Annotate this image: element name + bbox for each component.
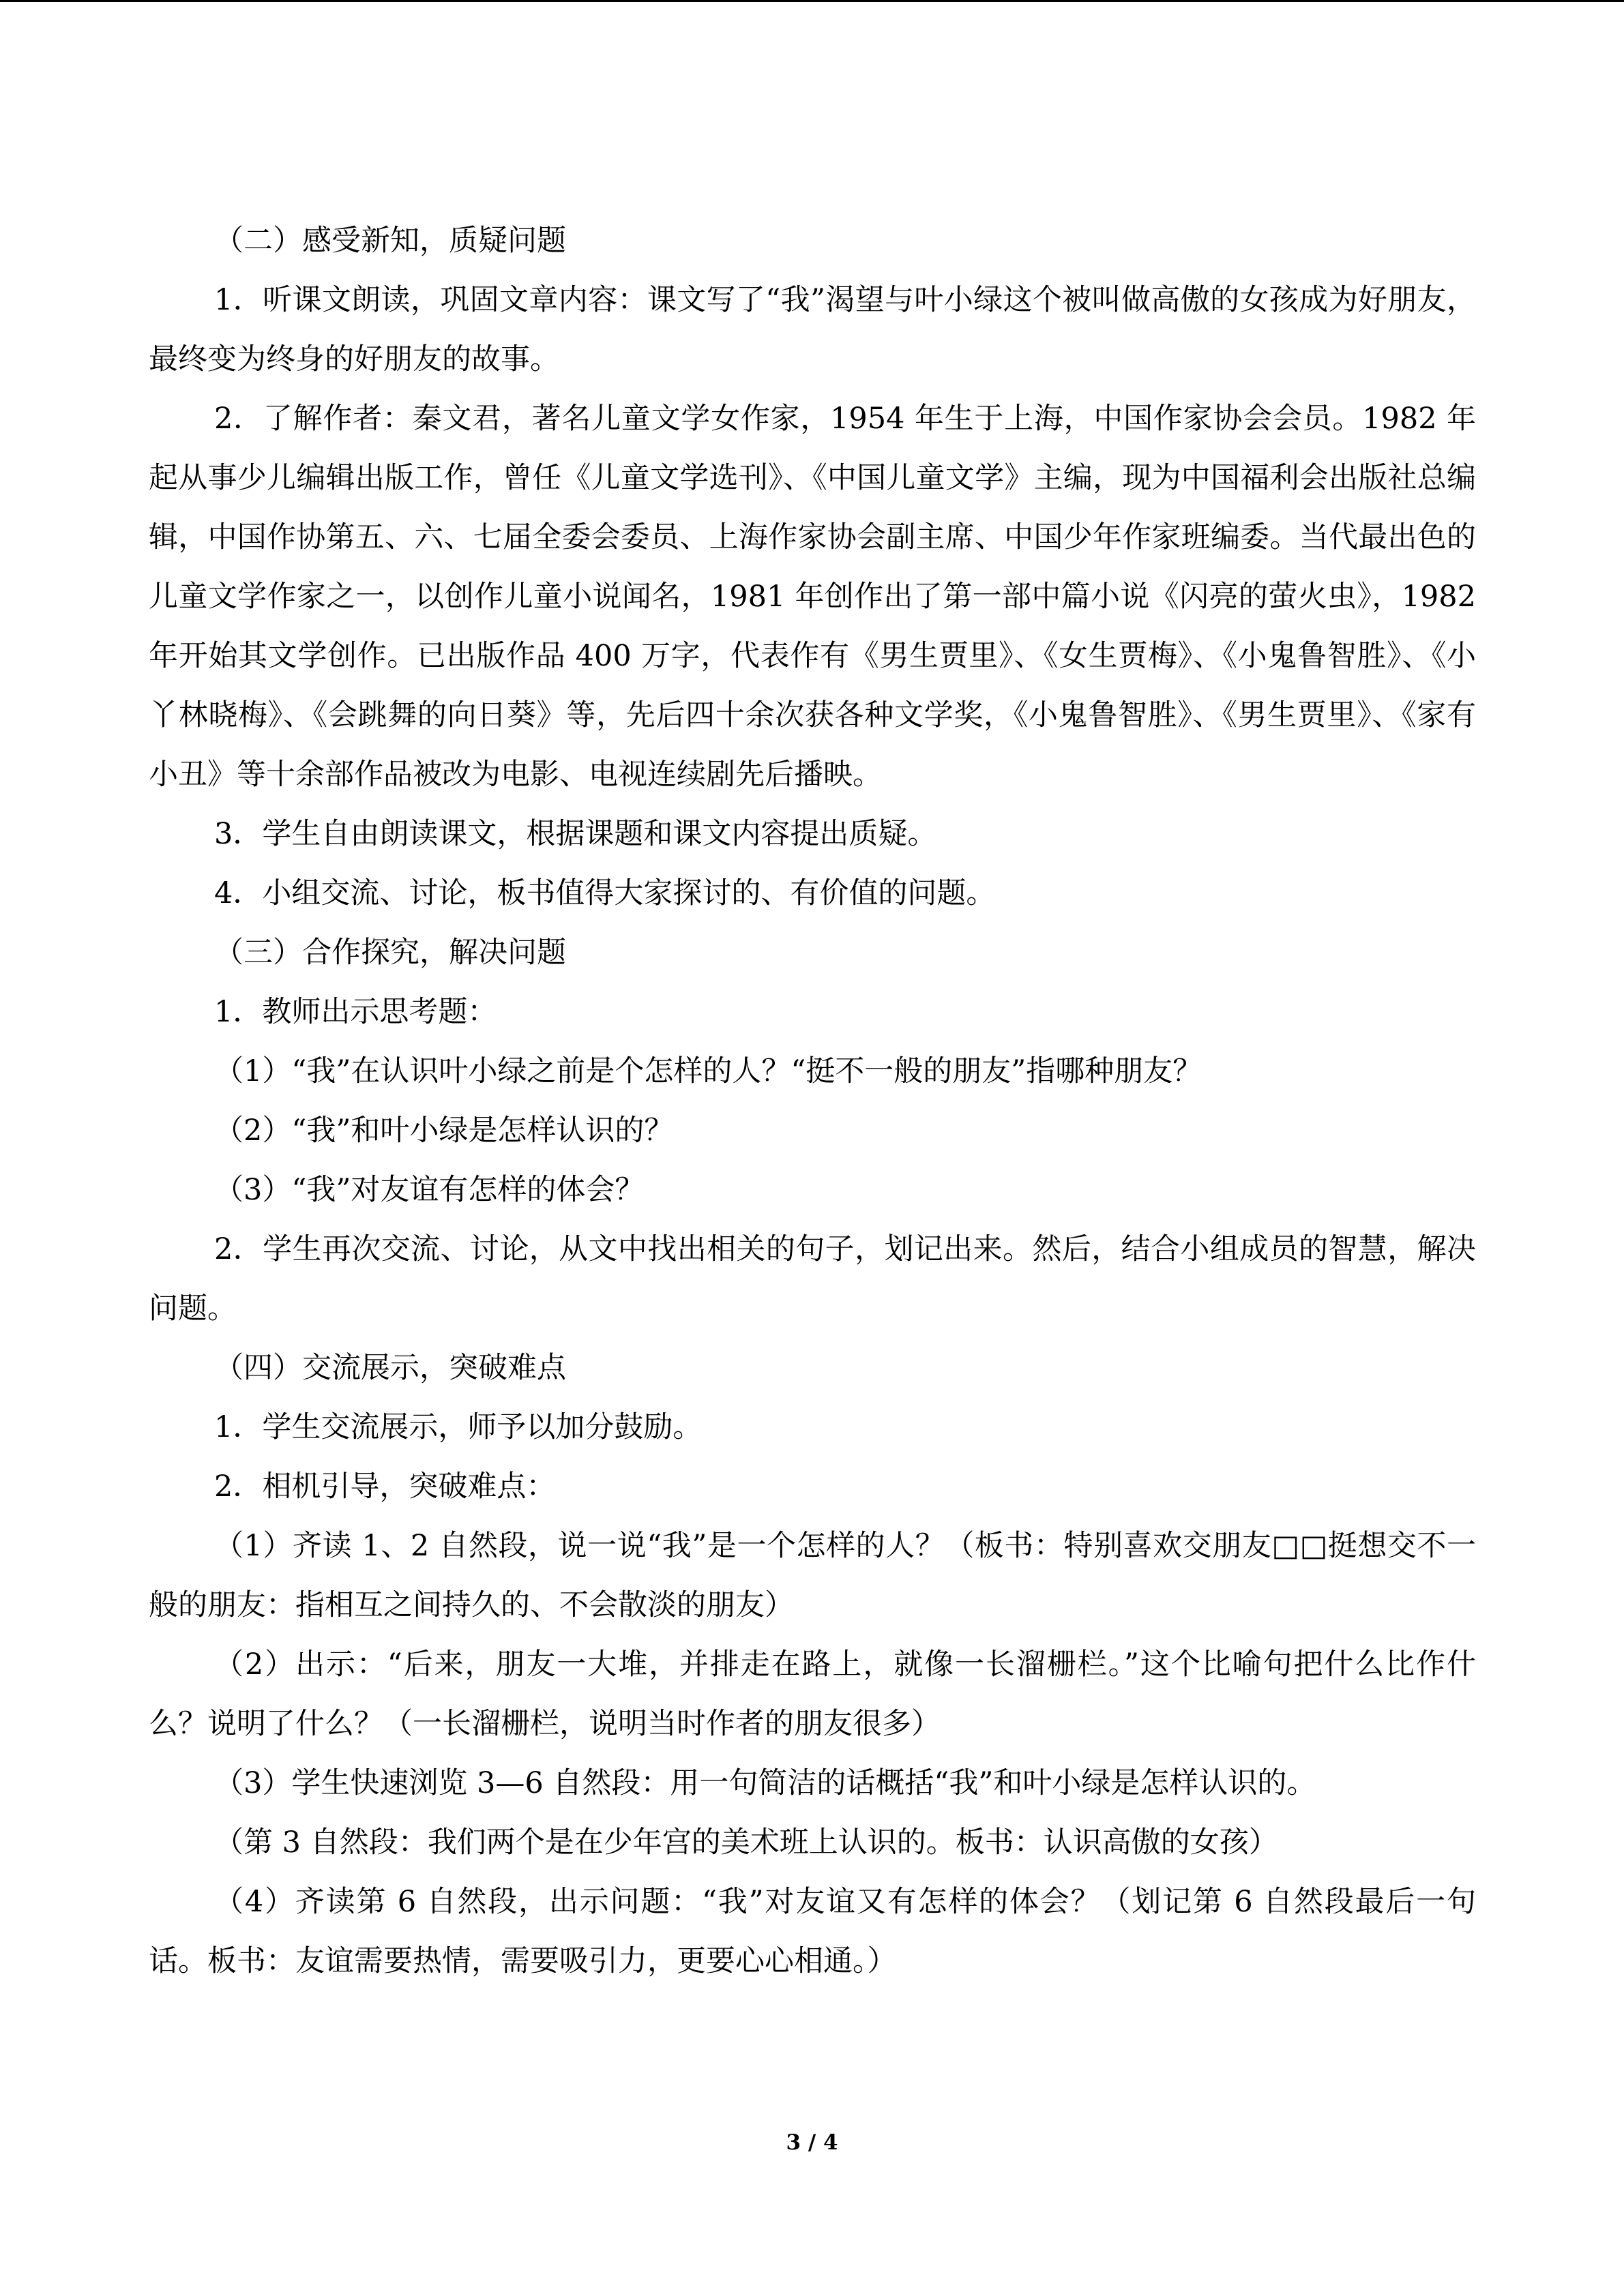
question-3: （3）“我”对友谊有怎样的体会？ [214, 1173, 645, 1207]
guidance-step-3: （3）学生快速浏览 3—6 自然段：用一句简洁的话概括“我”和叶小绿是怎样认识的。 [214, 1766, 1316, 1800]
guidance-step-2: （2）出示：“后来，朋友一大堆，并排走在路上，就像一长溜栅栏。”这个比喻句把什么比作什么？说明了什么？（一长溜栅栏，说明当时作者的朋友很多） [149, 1648, 1476, 1741]
guidance-step-3-answer: （第 3 自然段：我们两个是在少年宫的美术班上认识的。板书：认识高傲的女孩） [214, 1825, 1278, 1860]
paragraph-free-reading: 3．学生自由朗读课文，根据课题和课文内容提出质疑。 [214, 817, 937, 851]
top-border-line [0, 0, 1624, 2]
section-heading-4: （四）交流展示，突破难点 [214, 1351, 566, 1385]
paragraph-listen-reading: 1．听课文朗读，巩固文章内容：课文写了“我”渴望与叶小绿这个被叫做高傲的女孩成为好朋友，最终变为终身的好朋友的故事。 [149, 283, 1476, 376]
section-heading-3: （三）合作探究，解决问题 [214, 936, 566, 970]
document-body [149, 211, 1476, 1991]
paragraph-second-discussion: 2．学生再次交流、讨论，从文中找出相关的句子，划记出来。然后，结合小组成员的智慧，解决问题。 [149, 1232, 1476, 1326]
paragraph-student-showcase: 1．学生交流展示，师予以加分鼓励。 [214, 1410, 703, 1444]
question-1: （1）“我”在认识叶小绿之前是个怎样的人？“挺不一般的朋友”指哪种朋友？ [214, 1054, 1202, 1088]
paragraph-group-discussion: 4．小组交流、讨论，板书值得大家探讨的、有价值的问题。 [214, 876, 996, 910]
paragraph-author-intro: 2．了解作者：秦文君，著名儿童文学女作家，1954 年生于上海，中国作家协会会员。1982 年起从事少儿编辑出版工作，曾任《儿童文学选刊》、《中国儿童文学》主编，现为中国福利会出版社总编辑，中国作协第五、六、七届全委会委员、上海作家协会副主席、中国少年作家班编委。当代最出色的儿童文学作家之一，以创作儿童小说闻名，1981 年创作出了第一部中篇小说《闪亮的萤火虫》，1982 年开始其文学创作。已出版作品 400 万字，代表作有《男生贾里》、《女生贾梅》、《小鬼鲁智胜》、《小丫林晓梅》、《会跳舞的向日葵》等，先后四十余次获各种文学奖，《小鬼鲁智胜》、《男生贾里》、《家有小丑》等十余部作品被改为电影、电视连续剧先后播映。 [149, 402, 1476, 792]
guidance-step-1: （1）齐读 1、2 自然段，说一说“我”是一个怎样的人？（板书：特别喜欢交朋友□□挺想交不一般的朋友：指相互之间持久的、不会散淡的朋友） [149, 1529, 1476, 1622]
question-2: （2）“我”和叶小绿是怎样认识的？ [214, 1114, 674, 1148]
paragraph-teacher-questions: 1．教师出示思考题： [214, 995, 497, 1029]
paragraph-guidance: 2．相机引导，突破难点： [214, 1470, 556, 1504]
section-heading-2: （二）感受新知，质疑问题 [214, 224, 566, 258]
guidance-step-4: （4）齐读第 6 自然段，出示问题：“我”对友谊又有怎样的体会？（划记第 6 自然段最后一句话。板书：友谊需要热情，需要吸引力，更要心心相通。） [149, 1885, 1476, 1978]
page-number: 3 / 4 [786, 2130, 838, 2155]
